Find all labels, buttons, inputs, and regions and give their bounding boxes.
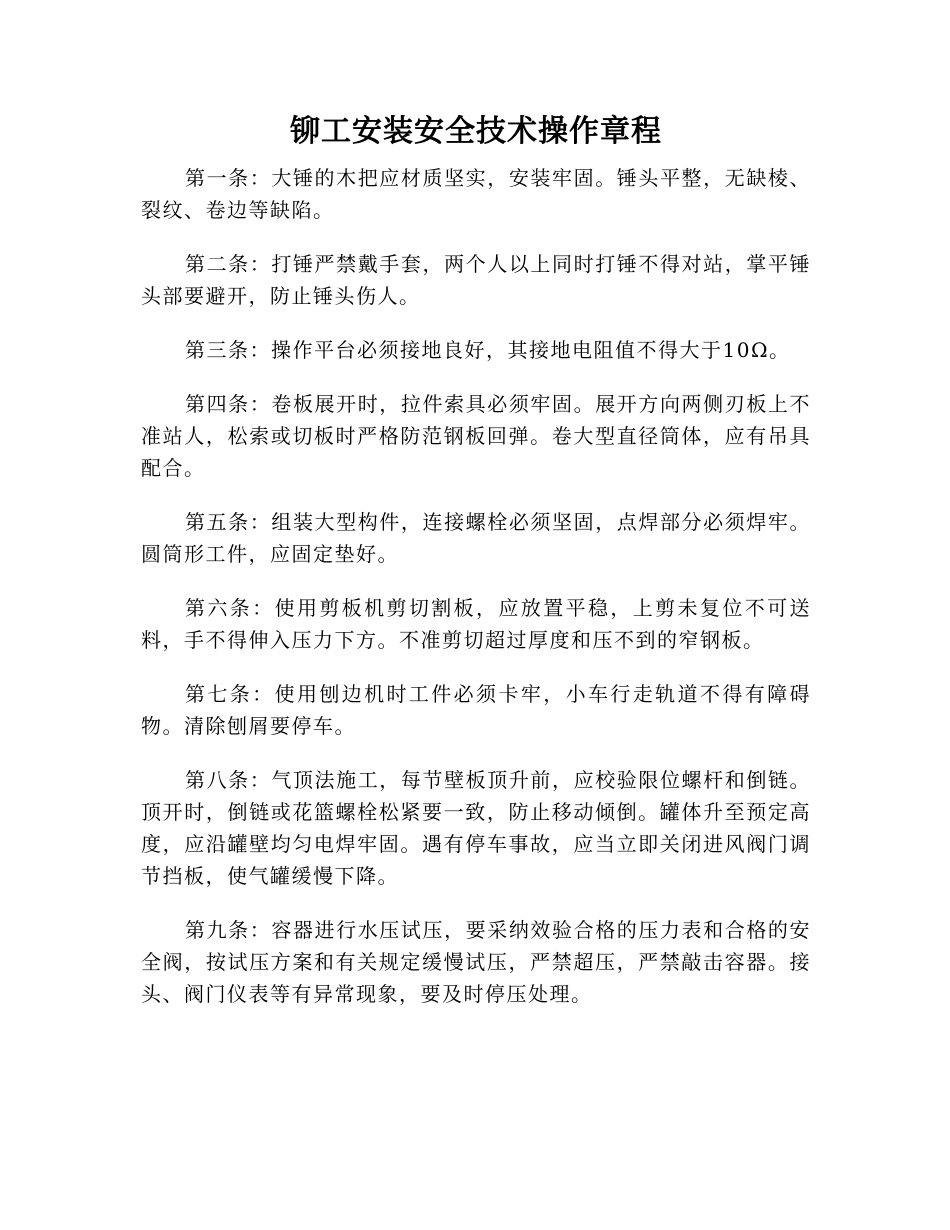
article-2: 第二条：打锤严禁戴手套，两个人以上同时打锤不得对站，掌平锤头部要避开，防止锤头伤人。 (141, 252, 811, 308)
article-3: 第三条：操作平台必须接地良好，其接地电阻值不得大于10Ω。 (185, 338, 791, 362)
document-title: 铆工安装安全技术操作章程 (290, 114, 662, 149)
document-page (141, 112, 811, 1032)
article-9: 第九条：容器进行水压试压，要采纳效验合格的压力表和合格的安全阀，按试压方案和有关规定缓慢试压，严禁超压，严禁敲击容器。接头、阀门仪表等有异常现象，要及时停压处理。 (141, 918, 811, 1006)
article-1: 第一条：大锤的木把应材质坚实，安装牢固。锤头平整，无缺棱、裂纹、卷边等缺陷。 (141, 166, 811, 222)
article-5: 第五条：组装大型构件，连接螺栓必须坚固，点焊部分必须焊牢。圆筒形工件，应固定垫好。 (141, 510, 811, 566)
article-6: 第六条：使用剪板机剪切割板，应放置平稳，上剪未复位不可送料，手不得伸入压力下方。不准剪切超过厚度和压不到的窄钢板。 (141, 596, 811, 652)
article-4: 第四条：卷板展开时，拉件索具必须牢固。展开方向两侧刃板上不准站人，松索或切板时严格防范钢板回弹。卷大型直径筒体，应有吊具配合。 (141, 392, 811, 480)
article-7: 第七条：使用刨边机时工件必须卡牢，小车行走轨道不得有障碍物。清除刨屑要停车。 (141, 682, 811, 738)
article-8: 第八条：气顶法施工，每节壁板顶升前，应校验限位螺杆和倒链。顶开时，倒链或花篮螺栓松紧要一致，防止移动倾倒。罐体升至预定高度，应沿罐壁均匀电焊牢固。遇有停车事故，应当立即关闭进风阀门调节挡板，使气罐缓慢下降。 (141, 768, 811, 888)
